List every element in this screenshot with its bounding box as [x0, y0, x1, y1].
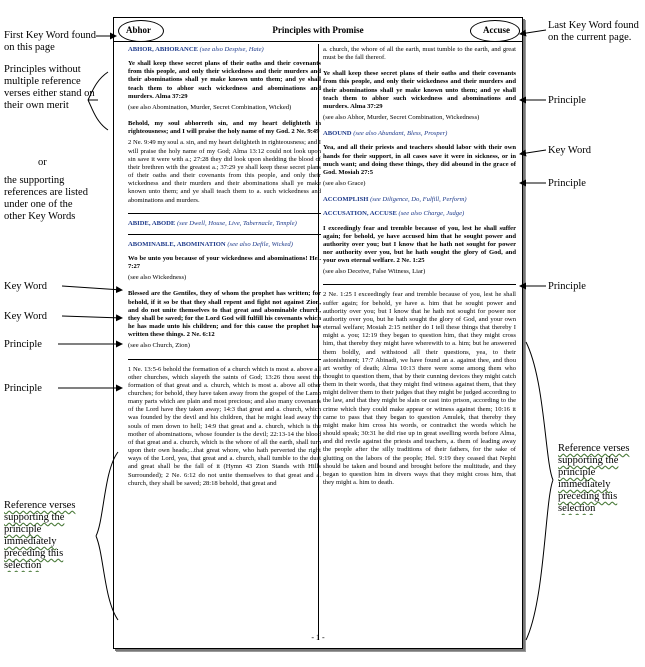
last-key-word-oval [470, 20, 520, 42]
principle-see-also: (see also Abomination, Murder, Secret Combination, Wicked) [128, 103, 292, 111]
principle-see-also: (see also Abhor, Murder, Secret Combination, Wickedness) [323, 114, 480, 122]
principle: Ye shall keep these secret plans of their oaths and their covenants from this people, and only their wickedness and their murders and their abominations shall ye make known unto them; and ye shall teach them to abhor such wickedness and abominations and murders. Alma 37:29 [323, 70, 516, 110]
last-key-word: Accuse [483, 25, 510, 35]
annotation-principle: Principle [4, 383, 42, 394]
principle-see-also: (see also Church, Zion) [128, 342, 190, 350]
page-number: - 1 - [311, 633, 325, 642]
key-word: ACCOMPLISH (see Diligence, Do, Fulfill, Perform) [323, 196, 467, 204]
page-header [114, 18, 522, 42]
page-title: Principles with Promise [272, 25, 364, 35]
separator [323, 284, 516, 285]
annotation-or: or [38, 157, 47, 168]
principle: Yea, and all their priests and teachers should labor with their own hands for their support, in all cases save it were in sickness, or in much want; and doing these things, they did abound in the grace of God. Mosiah 27:5 [323, 144, 516, 176]
key-word: ABOMINABLE, ABOMINATION (see also Defile, Wicked) [128, 240, 293, 248]
annotation-key-word: Key Word [4, 311, 47, 322]
annotation-principle: Principle [548, 95, 586, 106]
principle: Behold, my soul abhorreth sin, and my heart delighteth in righteousness; and I will praise the holy name of my God. 2 Ne. 9:49 [128, 120, 321, 136]
annotation-supporting: the supporting references are listed under one of the other Key Words [4, 175, 88, 222]
right-column [323, 46, 516, 638]
annotation-principle: Principle [548, 178, 586, 189]
annotation-principle: Principle [4, 339, 42, 350]
reference-verses: 2 Ne. 1:25 I exceedingly fear and tremble because of you, lest he shall suffer again; for behold, ye have a. him that he sought power and authority over you; but I know that he hath not sought for power nor authority over you, but he hath sought the glory of God, and your own eternal welfare; Mosiah 2:15 neither do I tell these things that thereby I might a. you; 12:19 they began to question him, that they might cross him, that thereby they might have wherewith to a. him; but he answered them boldly, and withstood all their questions, yea, to their astonishment; 17:7 Abinadi, we have found an a. against thee, and thou art worthy of death; Alma 10:13 there were some among them who thought to question them, that by their cunning devices they might catch them in their words, that they might find witness against them, that they might deliver them to their judges that they might be judged according to the law, and that they might be slain or cast into prison, according to the crime which they could make appear or witness against them; 10:16 it came to pass that they began to question Amulek, that thereby they might make him cross his words, or contradict the words which he should speak; 30:31 he did rise up in great swelling words before Alma, and did revile against the priests and teachers, a. them of leading away the people after the silly traditions of their fathers, for the sake of glutting on the labors of the people; Hel. 9:19 they ceased that Nephi should be taken and bound and brought before the multitude, and they began to question him in divers ways that they might cross him, that they might a. him to death. [323, 291, 516, 487]
key-word: ACCUSATION, ACCUSE (see also Charge, Judge) [323, 210, 465, 218]
key-word: ABIDE, ABODE (see Dwell, House, Live, Tabernacle, Temple) [128, 219, 297, 227]
reference-verses: 1 Ne. 13:5-6 behold the formation of a church which is most a. above all other churches, which slayeth the saints of God; 13:26 thou seest the formation of that great and a. church, which is most a. above all other churches; for behold, they have taken away from the gospel of the Lamb many parts which are plain and most precious; and also many covenants of the Lord have they taken away; 14:3 that great and a. church, which was founded by the devil and his children, that he might lead away the souls of men down to hell; 14:9 that great and a. church, which is the mother of abominations, whose founder is the devil; 22:13-14 the blood of that great and a. church, which is the whore of all the earth, shall turn upon their own heads;...that great whore, who hath perverted the right ways of the Lord, yea, that great and a. church, shall tumble to the dust and great shall be the fall of it (Hymn 43 Zion Stands with Hills Surrounded); 2 Ne. 6:12 do not unite themselves to that great and a. church, they shall be saved; 28:18 behold, that great and [128, 365, 321, 487]
principle: I exceedingly fear and tremble because of you, lest he shall suffer again; for behold, ye have accused him that he sought power and authority over you; but I know that he hath not sought for power nor authority over you, but he hath sought the glory of God, and your own eternal welfare. 2 Ne. 1:25 [323, 224, 516, 265]
document-page [113, 17, 523, 649]
separator [128, 213, 321, 214]
annotation-reference-verses: Reference verses supporting the principle immediately preceding this selection [558, 443, 630, 514]
annotation-key-word: Key Word [548, 145, 591, 156]
annotation-principles-stand: Principles without multiple reference verses either stand on their own merit [4, 64, 95, 111]
principle-see-also: (see also Grace) [323, 180, 366, 188]
annotation-key-word: Key Word [4, 281, 47, 292]
annotation-reference-verses: Reference verses supporting the principle immediately preceding this selection [4, 500, 76, 571]
reference-continued: a. church, the whore of all the earth, must tumble to the earth, and great must be the fall thereof. [323, 46, 516, 62]
annotation-first-key-word: First Key Word found on this page [4, 30, 96, 53]
annotation-principle: Principle [548, 281, 586, 292]
first-key-word-oval [118, 20, 164, 42]
separator [128, 359, 321, 360]
separator [128, 234, 321, 235]
reference-verses: 2 Ne. 9:49 my soul a. sin, and my heart delighteth in righteousness; and I will praise the holy name of my God; Alma 13:12 could not look upon sin save it were with a.; 27:28 they did look upon shedding the blood of their brethren with the greatest a.; 37:29 ye shall keep these secret plans of their oaths and their covenants from this people, and only their wickedness and their murders and their abominations shall ye make known unto them; and ye shall teach them to a. such wickedness and abominations and murders. [128, 139, 321, 204]
annotation-last-key-word: Last Key Word found on the current page. [548, 20, 639, 43]
key-word: ABHOR, ABHORANCE (see also Despise, Hate) [128, 46, 264, 53]
left-column [128, 46, 321, 638]
principle: Wo be unto you because of your wickedness and abominations! Hel. 7:27 [128, 254, 321, 271]
first-key-word: Abhor [126, 25, 152, 35]
principle: Ye shall keep these secret plans of their oaths and their covenants from this people, and only their wickedness and their murders and their abominations shall ye make known unto them; and ye shall teach them to abhor such wickedness and abominations and murders. Alma 37:29 [128, 60, 321, 100]
principle-see-also: (see also Wickedness) [128, 274, 187, 282]
principle: Blessed are the Gentiles, they of whom the prophet has written; for behold, if it so be that they shall repent and fight not against Zion, and do not unite themselves to that great and abominable church, they shall be saved; for the Lord God will fulfill his covenants which he has made unto his children; and for this cause the prophet has written these things. 2 Ne. 6:12 [128, 290, 321, 339]
principle-see-also: (see also Deceive, False Witness, Liar) [323, 268, 426, 276]
key-word: ABOUND (see also Abundant, Bless, Prosper) [323, 130, 448, 138]
